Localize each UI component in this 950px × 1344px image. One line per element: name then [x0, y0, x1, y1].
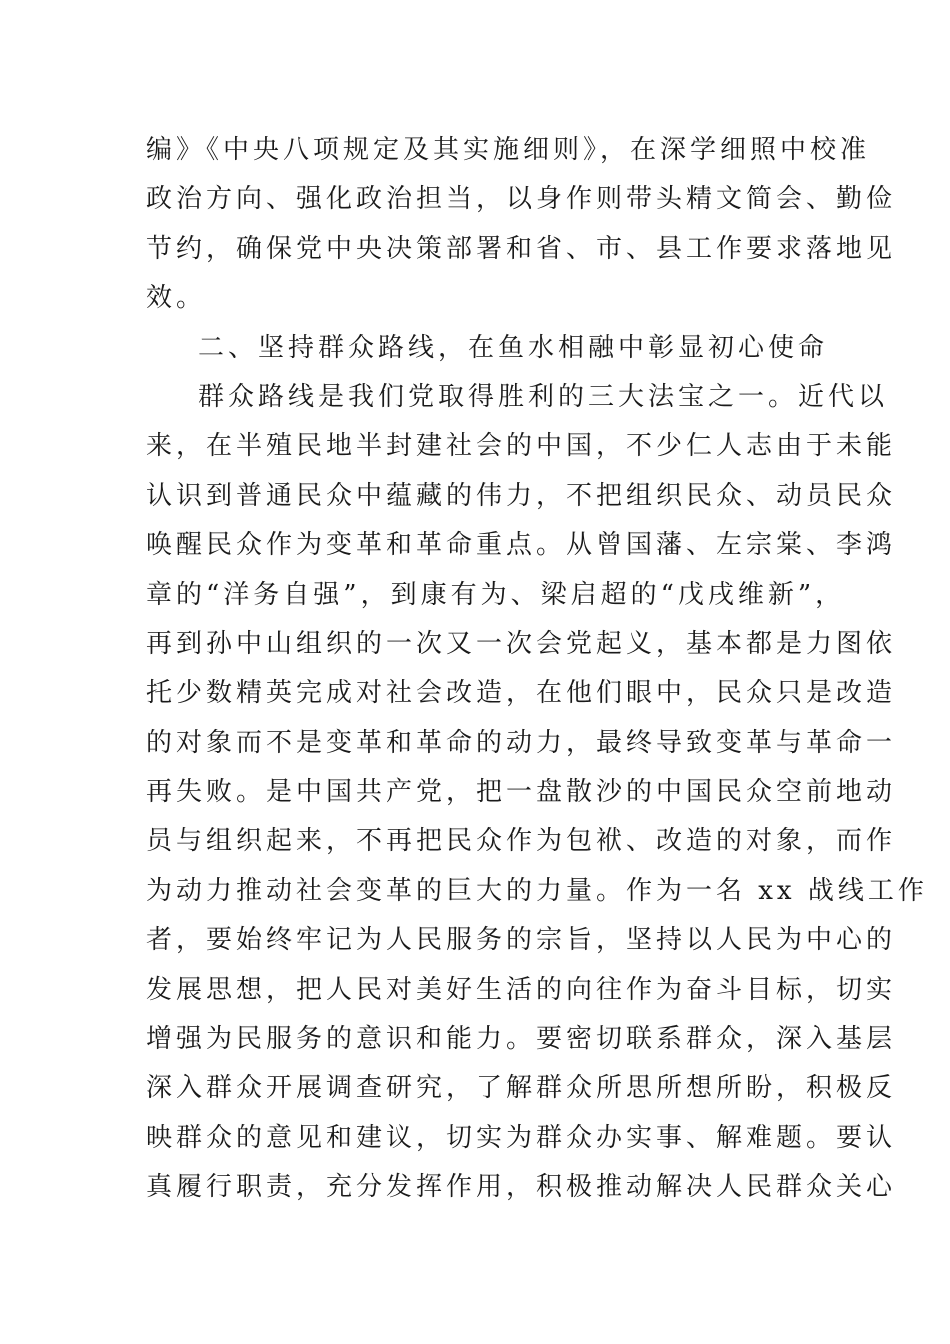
text-line: 托少数精英完成对社会改造，在他们眼中，民众只是改造	[146, 678, 897, 709]
text-line: 的对象而不是变革和革命的动力，最终导致变革与革命一	[146, 727, 897, 758]
text-line: 唤醒民众作为变革和革命重点。从曾国藩、左宗棠、李鸿	[146, 530, 897, 561]
text-line: 来，在半殖民地半封建社会的中国，不少仁人志由于未能	[146, 431, 897, 462]
text-line: 章的“洋务自强”，到康有为、梁启超的“戊戌维新”，	[146, 579, 846, 610]
text-line: 发展思想，把人民对美好生活的向往作为奋斗目标，切实	[146, 974, 897, 1005]
section-heading: 二、坚持群众路线，在鱼水相融中彰显初心使命	[198, 332, 829, 363]
text-line: 真履行职责，充分发挥作用，积极推动解决人民群众关心	[146, 1172, 897, 1203]
text-line: 深入群众开展调查研究，了解群众所思所想所盼，积极反	[146, 1073, 897, 1104]
text-line: 节约，确保党中央决策部署和省、市、县工作要求落地见	[146, 233, 897, 264]
text-line: 认识到普通民众中蕴藏的伟力，不把组织民众、动员民众	[146, 480, 897, 511]
text-line: 员与组织起来，不再把民众作为包袱、改造的对象，而作	[146, 826, 897, 857]
text-line: 再到孙中山组织的一次又一次会党起义，基本都是力图依	[146, 628, 897, 659]
document-body	[146, 126, 928, 1213]
text-line: 者，要始终牢记为人民服务的宗旨，坚持以人民为中心的	[146, 925, 897, 956]
text-line: 效。	[146, 283, 207, 314]
text-line: 增强为民服务的意识和能力。要密切联系群众，深入基层	[146, 1024, 897, 1055]
text-line: 映群众的意见和建议，切实为群众办实事、解难题。要认	[146, 1122, 897, 1153]
text-line: 编》《中央八项规定及其实施细则》，在深学细照中校准	[146, 135, 871, 165]
text-line: 再失败。是中国共产党，把一盘散沙的中国民众空前地动	[146, 777, 897, 808]
paragraph-first-line: 群众路线是我们党取得胜利的三大法宝之一。近代以	[198, 381, 889, 412]
text-line: 为动力推动社会变革的巨大的力量。作为一名 xx 战线工作	[146, 875, 928, 906]
text-line: 政治方向、强化政治担当，以身作则带头精文简会、勤俭	[146, 184, 897, 215]
